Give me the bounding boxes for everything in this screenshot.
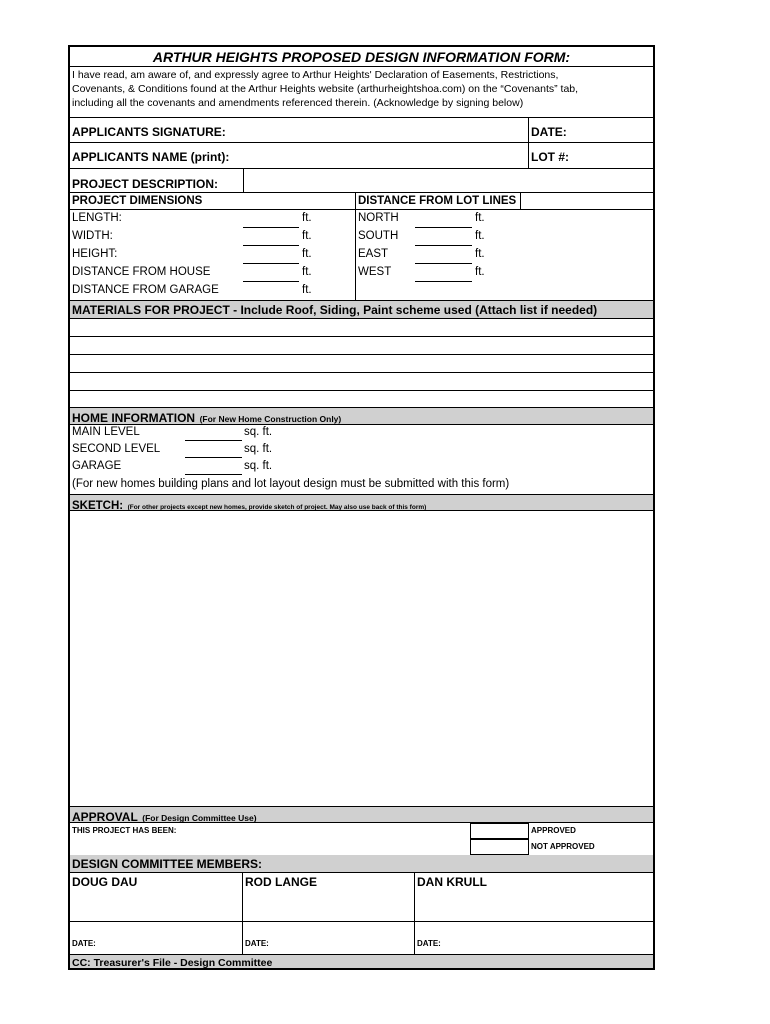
applicant-name-field[interactable] [230, 143, 528, 168]
dimensions-header: PROJECT DIMENSIONS [72, 195, 203, 207]
unit-sqft: sq. ft. [244, 460, 273, 472]
unit-ft: ft. [475, 248, 485, 260]
main-level-input[interactable] [185, 440, 242, 441]
materials-header: MATERIALS FOR PROJECT - Include Roof, Siding, Paint scheme used (Attach list if needed) [72, 303, 598, 317]
applicant-name-label: APPLICANTS NAME (print): [72, 150, 230, 164]
committee-members-row [70, 873, 653, 922]
lot-label: LOT #: [531, 150, 569, 164]
unit-ft: ft. [302, 212, 312, 224]
dimension-label: WIDTH: [72, 230, 113, 242]
committee-member: DAN KRULL [417, 875, 487, 889]
approval-body [70, 823, 653, 855]
unit-ft: ft. [302, 230, 312, 242]
approval-header-note: (For Design Committee Use) [142, 813, 257, 823]
unit-sqft: sq. ft. [244, 426, 273, 438]
lot-line-label: SOUTH [358, 230, 399, 242]
dimension-label: DISTANCE FROM GARAGE [72, 284, 219, 296]
approval-label: THIS PROJECT HAS BEEN: [72, 826, 177, 835]
lot-line-label: EAST [358, 248, 389, 260]
cc-row [70, 954, 653, 970]
intro-line-3: including all the covenants and amendments referenced therein. (Acknowledge by signing below) [72, 97, 524, 109]
unit-ft: ft. [302, 266, 312, 278]
intro-line-1: I have read, am aware of, and expressly agree to Arthur Heights' Declaration of Easements, Restrictions, [72, 69, 559, 81]
sketch-header: SKETCH: [72, 500, 124, 512]
committee-header: DESIGN COMMITTEE MEMBERS: [72, 857, 263, 871]
south-input[interactable] [415, 245, 472, 246]
unit-ft: ft. [302, 284, 312, 296]
height-input[interactable] [243, 263, 299, 264]
title-row [70, 47, 653, 67]
committee-date-label: DATE: [417, 939, 441, 948]
signature-field[interactable] [288, 118, 528, 142]
signature-row [70, 117, 653, 143]
north-input[interactable] [415, 227, 472, 228]
second-level-input[interactable] [185, 457, 242, 458]
form-title: ARTHUR HEIGHTS PROPOSED DESIGN INFORMATION FORM: [152, 49, 571, 65]
project-description-row [70, 169, 653, 193]
home-level-label: GARAGE [72, 460, 122, 472]
lot-line-label: NORTH [358, 212, 399, 224]
committee-dates-row [70, 922, 653, 954]
approval-header-row [70, 806, 653, 823]
home-level-label: MAIN LEVEL [72, 426, 140, 438]
west-input[interactable] [415, 281, 472, 282]
sketch-header-row [70, 494, 653, 511]
width-input[interactable] [243, 245, 299, 246]
lot-line-label: WEST [358, 266, 392, 278]
committee-member: ROD LANGE [245, 875, 317, 889]
home-info-body [70, 425, 653, 495]
length-input[interactable] [243, 227, 299, 228]
project-description-field[interactable] [243, 169, 653, 193]
distance-header: DISTANCE FROM LOT LINES [358, 195, 517, 207]
dimension-label: HEIGHT: [72, 248, 118, 260]
not-approved-checkbox[interactable] [470, 839, 529, 855]
cc-note: CC: Treasurer's File - Design Committee [72, 957, 273, 969]
distance-from-house-input[interactable] [243, 281, 299, 282]
committee-date-label: DATE: [245, 939, 269, 948]
garage-input[interactable] [185, 474, 242, 475]
intro-paragraph [70, 67, 653, 114]
materials-line[interactable] [70, 355, 653, 373]
dimension-label: LENGTH: [72, 212, 122, 224]
signature-label: APPLICANTS SIGNATURE: [72, 125, 226, 139]
name-row [70, 143, 653, 169]
sketch-note: (For other projects except new homes, provide sketch of project. May also use back of this form) [127, 504, 427, 511]
dimensions-header-row [70, 192, 653, 210]
approval-header: APPROVAL [72, 810, 138, 824]
east-input[interactable] [415, 263, 472, 264]
materials-line[interactable] [70, 373, 653, 391]
materials-line[interactable] [70, 337, 653, 355]
approved-checkbox[interactable] [470, 823, 529, 839]
committee-member: DOUG DAU [72, 875, 138, 889]
unit-ft: ft. [475, 230, 485, 242]
home-info-header-row [70, 408, 653, 425]
committee-date-label: DATE: [72, 939, 96, 948]
not-approved-label: NOT APPROVED [531, 842, 595, 851]
dimensions-body [70, 210, 653, 300]
materials-header-row [70, 300, 653, 319]
approved-label: APPROVED [531, 826, 576, 835]
materials-line[interactable] [70, 391, 653, 408]
unit-ft: ft. [475, 266, 485, 278]
home-info-header-note: (For New Home Construction Only) [199, 414, 342, 424]
home-info-header: HOME INFORMATION [72, 411, 196, 425]
design-information-form [68, 45, 655, 970]
unit-ft: ft. [302, 248, 312, 260]
intro-line-2: Covenants, & Conditions found at the Arthur Heights website (arthurheightshoa.com) on the “Covenants” tab, [72, 83, 579, 95]
home-level-label: SECOND LEVEL [72, 443, 161, 455]
unit-ft: ft. [475, 212, 485, 224]
home-info-note: (For new homes building plans and lot layout design must be submitted with this form) [72, 478, 510, 490]
dimension-label: DISTANCE FROM HOUSE [72, 266, 211, 278]
date-label: DATE: [531, 125, 567, 139]
project-description-label: PROJECT DESCRIPTION: [72, 177, 219, 191]
materials-line[interactable] [70, 319, 653, 337]
committee-header-row [70, 855, 653, 873]
unit-sqft: sq. ft. [244, 443, 273, 455]
sketch-area[interactable] [70, 511, 653, 806]
